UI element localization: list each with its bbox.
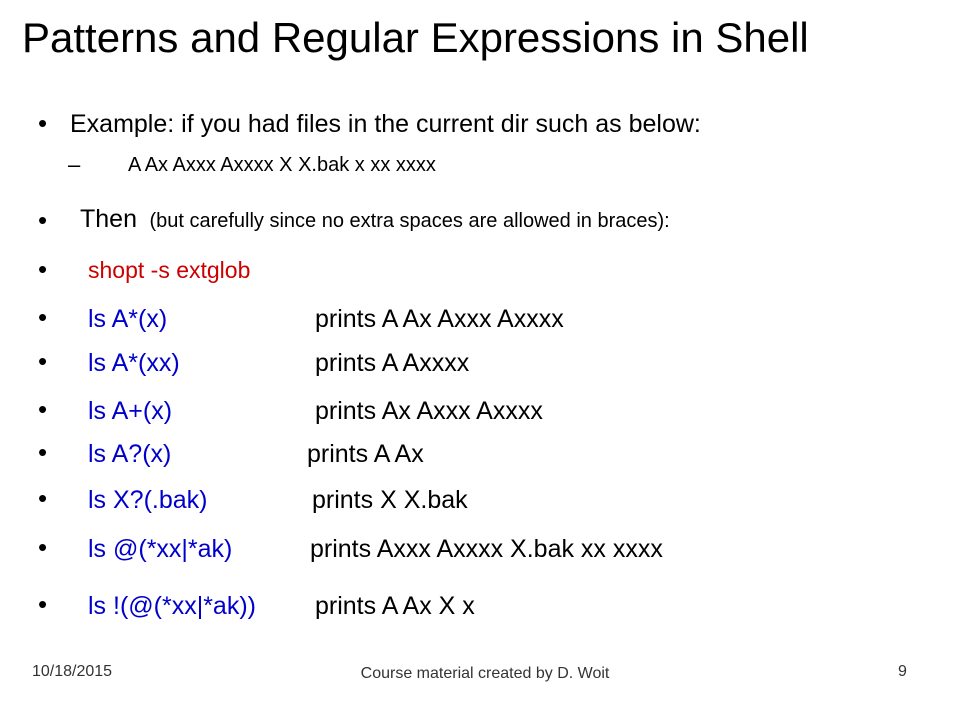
command-result: prints A Ax: [307, 440, 424, 468]
command-text: ls A+(x): [88, 397, 173, 425]
slide-title: Patterns and Regular Expressions in Shell: [22, 14, 809, 61]
sub-bullet-dash: –: [68, 152, 81, 177]
command-text: ls X?(.bak): [88, 486, 208, 514]
bullet-dot: •: [38, 394, 48, 424]
bullet-dot: •: [38, 205, 48, 235]
command-result: prints A Axxxx: [315, 349, 470, 377]
then-note: (but carefully since no extra spaces are allowed in braces):: [149, 210, 670, 232]
command-text: ls !(@(*xx|*ak)): [88, 592, 256, 620]
command-result: prints A Ax Axxx Axxxx: [315, 305, 564, 333]
bullet-dot: •: [38, 346, 48, 376]
bullet-dot: •: [38, 108, 48, 138]
command-result: prints A Ax X x: [315, 592, 475, 620]
command-result: prints Axxx Axxxx X.bak xx xxxx: [310, 535, 663, 563]
bullet-dot: •: [38, 302, 48, 332]
footer-date: 10/18/2015: [32, 663, 113, 680]
then-line: [80, 205, 670, 234]
bullet-dot: •: [38, 532, 48, 562]
page-number: 9: [898, 663, 907, 680]
then-label: Then: [80, 205, 137, 233]
command-text: ls A?(x): [88, 440, 172, 468]
command-result: prints Ax Axxx Axxxx: [315, 397, 543, 425]
bullet-dot: •: [38, 589, 48, 619]
shopt-command: shopt -s extglob: [88, 257, 251, 283]
example-text: Example: if you had files in the current dir such as below:: [70, 110, 701, 138]
files-list: A Ax Axxx Axxxx X X.bak x xx xxxx: [128, 154, 436, 176]
command-text: ls A*(xx): [88, 349, 180, 377]
command-text: ls A*(x): [88, 305, 168, 333]
bullet-dot: •: [38, 254, 48, 284]
footer-credit: Course material created by D. Woit: [360, 665, 610, 682]
bullet-dot: •: [38, 437, 48, 467]
command-text: ls @(*xx|*ak): [88, 535, 233, 563]
bullet-dot: •: [38, 483, 48, 513]
command-result: prints X X.bak: [312, 486, 468, 514]
